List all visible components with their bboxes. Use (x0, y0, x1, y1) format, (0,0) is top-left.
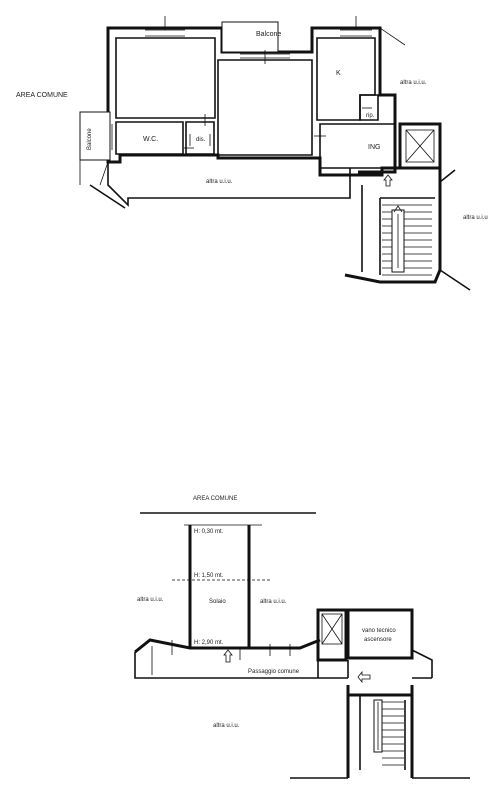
solaio-label: Solaio (209, 599, 226, 605)
height-150-label: H: 1,50 mt. (194, 573, 224, 579)
upper-stair-treads (382, 205, 432, 275)
passaggio-comune-label: Passaggio comune (248, 669, 300, 675)
upper-altra-right-top-label: altra u.i.u. (400, 80, 427, 86)
dis-label: dis. (196, 137, 206, 143)
lower-altra-mid-label: altra u.i.u. (260, 599, 287, 605)
lower-stair-treads (382, 702, 404, 765)
wc-label: W.C. (143, 136, 159, 143)
upper-floor-plan (16, 16, 488, 290)
vano-tecnico-label-line1: vano tecnico (362, 628, 396, 634)
ing-label: ING (368, 144, 381, 151)
lower-altra-left-label: altra u.i.u. (137, 597, 164, 603)
vano-tecnico-label-line2: ascensore (364, 637, 392, 643)
lower-area-comune-label: AREA COMUNE (193, 496, 238, 502)
upper-area-comune-label: AREA COMUNE (16, 92, 68, 99)
upper-altra-bottom-label: altra u.i.u. (206, 179, 233, 185)
kitchen-label: K (336, 70, 341, 77)
upper-balcone-top-label: Balcone (256, 31, 282, 38)
lower-altra-bottom-label: altra u.i.u. (213, 723, 240, 729)
upper-balcone-side-label: Balcone (87, 128, 93, 150)
lower-floor-plan (135, 496, 470, 778)
height-030-label: H: 0,30 mt. (194, 529, 224, 535)
upper-altra-right-stairs-label: altra u.i.u (463, 215, 488, 221)
rip-label: rip. (366, 113, 375, 119)
height-290-label: H: 2,90 mt. (194, 640, 224, 646)
